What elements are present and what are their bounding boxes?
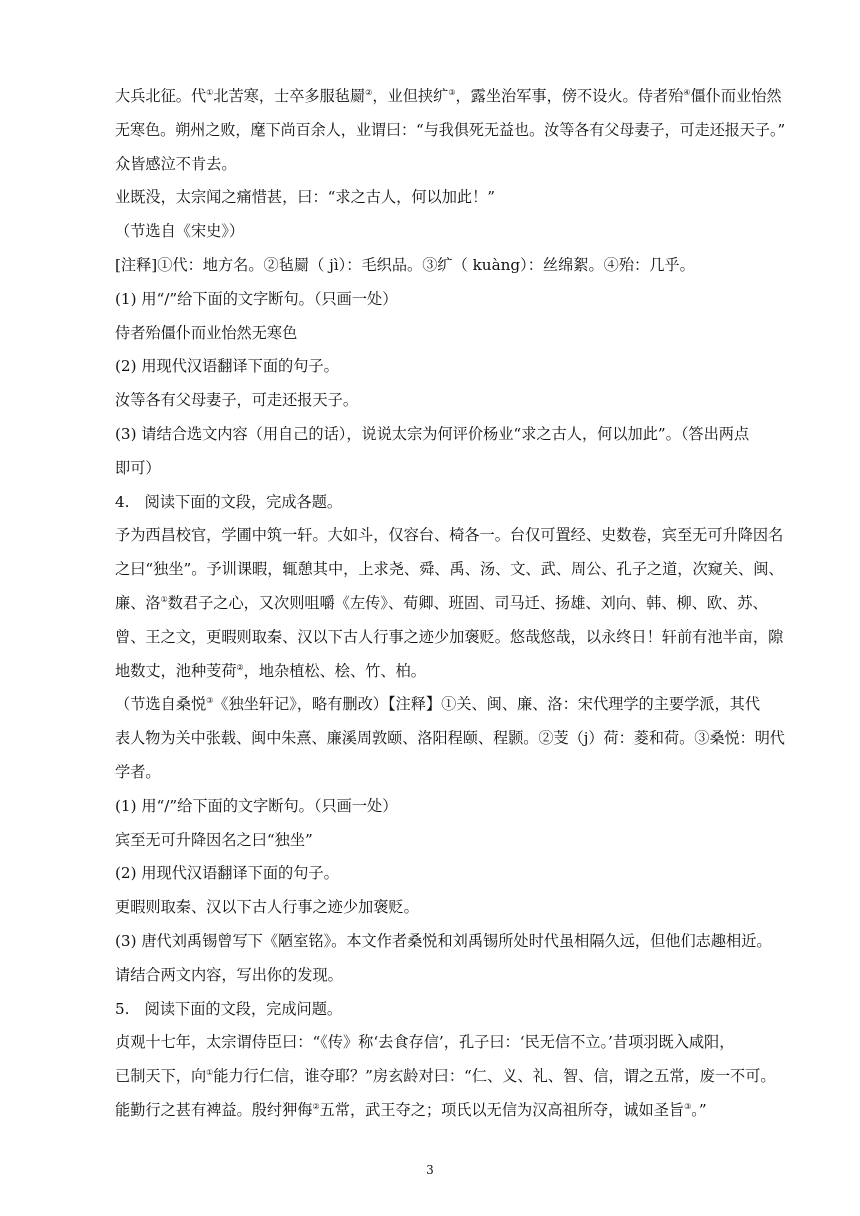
text-line — [115, 559, 784, 579]
text-line — [115, 221, 244, 241]
text-segment: 予为西昌校官，学圃中筑一轩。大如斗，仅容台、椅各一。台仅可置经、史数卷，宾至无可升降因名 — [115, 526, 784, 545]
text-segment: 曾、王之文，更暇则取秦、汉以下古人行事之迹少加褒贬。悠哉悠哉，以永终日！轩前有池半亩，隙 — [115, 627, 784, 646]
text-segment: 表人物为关中张载、闽中朱熹、廉溪周敦颐、洛阳程颐、程颢。②芰（j）荷：菱和荷。③桑悦：明代 — [115, 729, 785, 748]
text-line — [115, 965, 343, 985]
text-segment: (2) 用现代汉语翻译下面的句子。 — [115, 357, 339, 376]
text-segment: ，业但挟纩 — [372, 87, 449, 105]
text-line — [115, 1032, 734, 1052]
text-segment: 侍者殆僵仆而业怡然无寒色 — [115, 323, 298, 342]
text-segment: (3) 唐代刘禹锡曾写下《陋室铭》。本文作者桑悦和刘禹锡所处时代虽相隔久远，但他们志趣相近。 — [115, 932, 772, 950]
text-segment: 北苦寒，士卒多服毡罽 — [213, 87, 366, 105]
text-segment: ，地杂植松、桧、竹、柏。 — [243, 661, 426, 680]
text-line — [115, 796, 397, 816]
text-segment: (1) 用“/”给下面的文字断句。（只画一处） — [115, 796, 398, 815]
footnote-marker: ③ — [448, 88, 456, 97]
text-line — [115, 390, 358, 410]
text-segment: (3) 请结合选文内容（用自己的话），说说太宗为何评价杨业“求之古人，何以加此”。（答出两点 — [115, 425, 750, 443]
text-segment: 无寒色。朔州之败，麾下尚百余人，业谓曰：“与我俱死无益也。汝等各有父母妻子，可走还报天子。” — [115, 120, 786, 139]
text-line — [115, 1100, 707, 1120]
text-segment: 即可） — [115, 458, 161, 477]
text-segment: (1) 用“/”给下面的文字断句。（只画一处） — [115, 289, 398, 308]
text-line — [115, 931, 772, 951]
text-segment: 汝等各有父母妻子，可走还报天子。 — [115, 391, 358, 410]
text-segment: 学者。 — [115, 763, 161, 781]
text-line — [115, 458, 161, 478]
text-segment: [注释]①代：地方名。②毡罽（ jì）：毛织品。③纩（ kuàng）：丝绵絮。④殆：几乎。 — [115, 256, 695, 274]
text-segment: 能勤行之甚有裨益。殷纣狎侮 — [115, 1101, 313, 1119]
text-line — [115, 593, 768, 613]
text-line — [115, 897, 419, 917]
text-segment: 之曰“独坐”。予训课暇，辄憩其中，上求尧、舜、禹、汤、文、武、周公、孔子之道，次窥关、闽、 — [115, 560, 784, 579]
text-segment: 业既没，太宗闻之痛惜甚，曰：“求之古人，何以加此！” — [115, 188, 496, 207]
text-line — [115, 187, 495, 207]
text-segment: (2) 用现代汉语翻译下面的句子。 — [115, 864, 339, 883]
text-line — [115, 694, 760, 714]
text-segment: 能力行仁信，谁夺耶？”房玄龄对曰：“仁、义、礼、智、信，谓之五常，废一不可。 — [213, 1067, 776, 1086]
text-segment: 。” — [691, 1101, 707, 1119]
footnote-marker: ④ — [683, 88, 691, 97]
footnote-marker: ① — [206, 88, 214, 97]
footnote-marker: ② — [365, 88, 373, 97]
text-line — [115, 627, 783, 647]
text-segment: 已制天下，向 — [115, 1067, 207, 1086]
text-segment: （节选自桑悦 — [115, 695, 207, 714]
text-segment: （节选自《宋史》） — [115, 222, 245, 241]
footnote-marker: ① — [160, 595, 168, 604]
footnote-marker: ① — [206, 1068, 214, 1078]
text-line — [115, 661, 426, 681]
text-line — [115, 492, 342, 512]
text-line — [115, 830, 313, 850]
footnote-marker: ③ — [684, 1102, 692, 1111]
text-segment: 请结合两文内容，写出你的发现。 — [115, 965, 343, 984]
text-line — [115, 728, 785, 748]
footnote-marker: ② — [312, 1102, 320, 1111]
text-line — [115, 154, 237, 174]
text-line — [115, 999, 342, 1019]
text-segment: 五常，武王夺之；项氏以无信为汉高祖所夺，诚如圣旨 — [319, 1101, 685, 1119]
page-number: 3 — [426, 1163, 434, 1177]
text-line — [115, 289, 397, 309]
text-segment: 数君子之心，又次则咀嚼《左传》、荀卿、班固、司马迁、扬雄、刘向、韩、柳、欧、苏、 — [167, 594, 768, 612]
text-segment: 宾至无可升降因名之曰“独坐” — [115, 830, 313, 849]
text-line — [115, 255, 695, 275]
text-segment: 更暇则取秦、汉以下古人行事之迹少加褒贬。 — [115, 898, 419, 917]
footnote-marker: ③ — [206, 696, 214, 706]
text-line — [115, 356, 339, 376]
text-segment: 贞观十七年，太宗谓侍臣曰：“《传》称‘去食存信’，孔子曰：‘民无信不立。’昔项羽既入咸阳， — [115, 1033, 735, 1052]
footnote-marker: ② — [236, 662, 244, 672]
text-segment: 5. 阅读下面的文段，完成问题。 — [115, 999, 343, 1018]
text-line — [115, 120, 785, 140]
text-line — [115, 424, 749, 444]
text-segment: 众皆感泣不肯去。 — [115, 154, 237, 173]
text-line — [115, 762, 161, 782]
text-line — [115, 323, 297, 343]
text-line — [115, 86, 782, 106]
text-segment: 地数丈，池种芰荷 — [115, 661, 237, 680]
text-segment: 《独坐轩记》，略有删改）【注释】①关、闽、廉、洛：宋代理学的主要学派，其代 — [213, 695, 761, 714]
text-line — [115, 525, 783, 545]
text-segment: 4. 阅读下面的文段，完成各题。 — [115, 492, 343, 511]
text-segment: 僵仆而业怡然 — [690, 87, 782, 105]
text-segment: ，露坐治军事，傍不设火。侍者殆 — [455, 87, 684, 105]
text-segment: 廉、洛 — [115, 594, 161, 612]
text-line — [115, 863, 339, 883]
text-line — [115, 1066, 776, 1086]
text-segment: 大兵北征。代 — [115, 87, 207, 105]
